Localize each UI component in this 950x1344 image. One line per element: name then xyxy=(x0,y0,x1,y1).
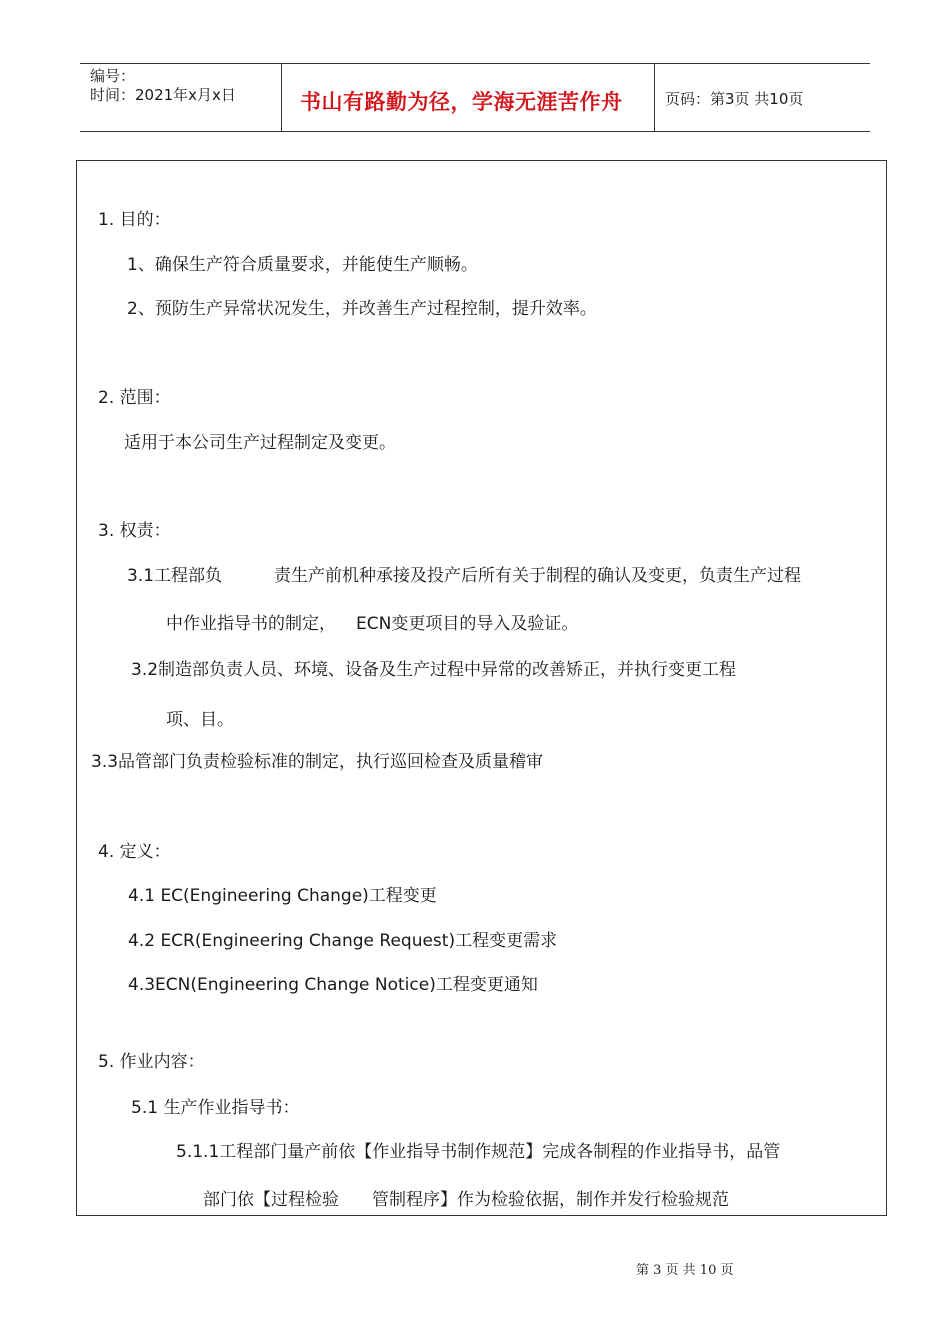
header-divider-right xyxy=(654,63,655,132)
section-definition-heading: 4. 定义： xyxy=(98,842,171,862)
footer-page-number: 第 3 页 共 10 页 xyxy=(636,1263,734,1278)
content-5-1-1-text: 5.1.1工程部门量产前依【作业指导书制作规范】完成各制程的作业指导书，品管 xyxy=(176,1142,781,1162)
header-bottom-rule xyxy=(80,131,870,132)
responsibility-1-prefix: 3.1工程部负 xyxy=(127,566,223,586)
responsibility-1-cont-a: 中作业指导书的制定， xyxy=(166,614,336,634)
header-top-rule xyxy=(80,63,870,64)
responsibility-3-text: 3.3品管部门负责检验标准的制定，执行巡回检查及质量稽审 xyxy=(91,752,544,772)
responsibility-2-text: 3.2制造部负责人员、环境、设备及生产过程中异常的改善矫正，并执行变更工程 xyxy=(131,660,737,680)
content-5-1-1-cont-b: 管制程序】作为检验依据，制作并发行检验规范 xyxy=(372,1190,729,1210)
doc-date: 时间：2021年x月x日 xyxy=(90,86,236,104)
definition-item-2: 4.2 ECR(Engineering Change Request)工程变更需求 xyxy=(128,931,558,951)
header-motto: 书山有路勤为径，学海无涯苦作舟 xyxy=(300,89,623,114)
content-5-1-1-cont-a: 部门依【过程检验 xyxy=(203,1190,339,1210)
definition-item-1: 4.1 EC(Engineering Change)工程变更 xyxy=(128,886,437,906)
purpose-item-1: 1、确保生产符合质量要求，并能使生产顺畅。 xyxy=(127,255,478,275)
purpose-item-2: 2、预防生产异常状况发生，并改善生产过程控制，提升效率。 xyxy=(127,299,597,319)
responsibility-1-text: 责生产前机种承接及投产后所有关于制程的确认及变更，负责生产过程 xyxy=(274,566,801,586)
definition-item-3: 4.3ECN(Engineering Change Notice)工程变更通知 xyxy=(128,975,538,995)
content-5-1-heading: 5.1 生产作业指导书： xyxy=(131,1098,300,1118)
section-purpose-heading: 1. 目的： xyxy=(98,210,171,230)
header-divider-left xyxy=(281,63,282,132)
responsibility-1-cont-b: ECN变更项目的导入及验证。 xyxy=(356,614,579,634)
section-scope-heading: 2. 范围： xyxy=(98,388,171,408)
doc-number-label: 编号： xyxy=(90,67,136,85)
header-page-info: 页码：第3页 共10页 xyxy=(665,90,804,108)
scope-text: 适用于本公司生产过程制定及变更。 xyxy=(124,433,396,453)
section-responsibility-heading: 3. 权责： xyxy=(98,521,171,541)
section-content-heading: 5. 作业内容： xyxy=(98,1052,205,1072)
responsibility-2-cont: 项、目。 xyxy=(166,710,234,730)
